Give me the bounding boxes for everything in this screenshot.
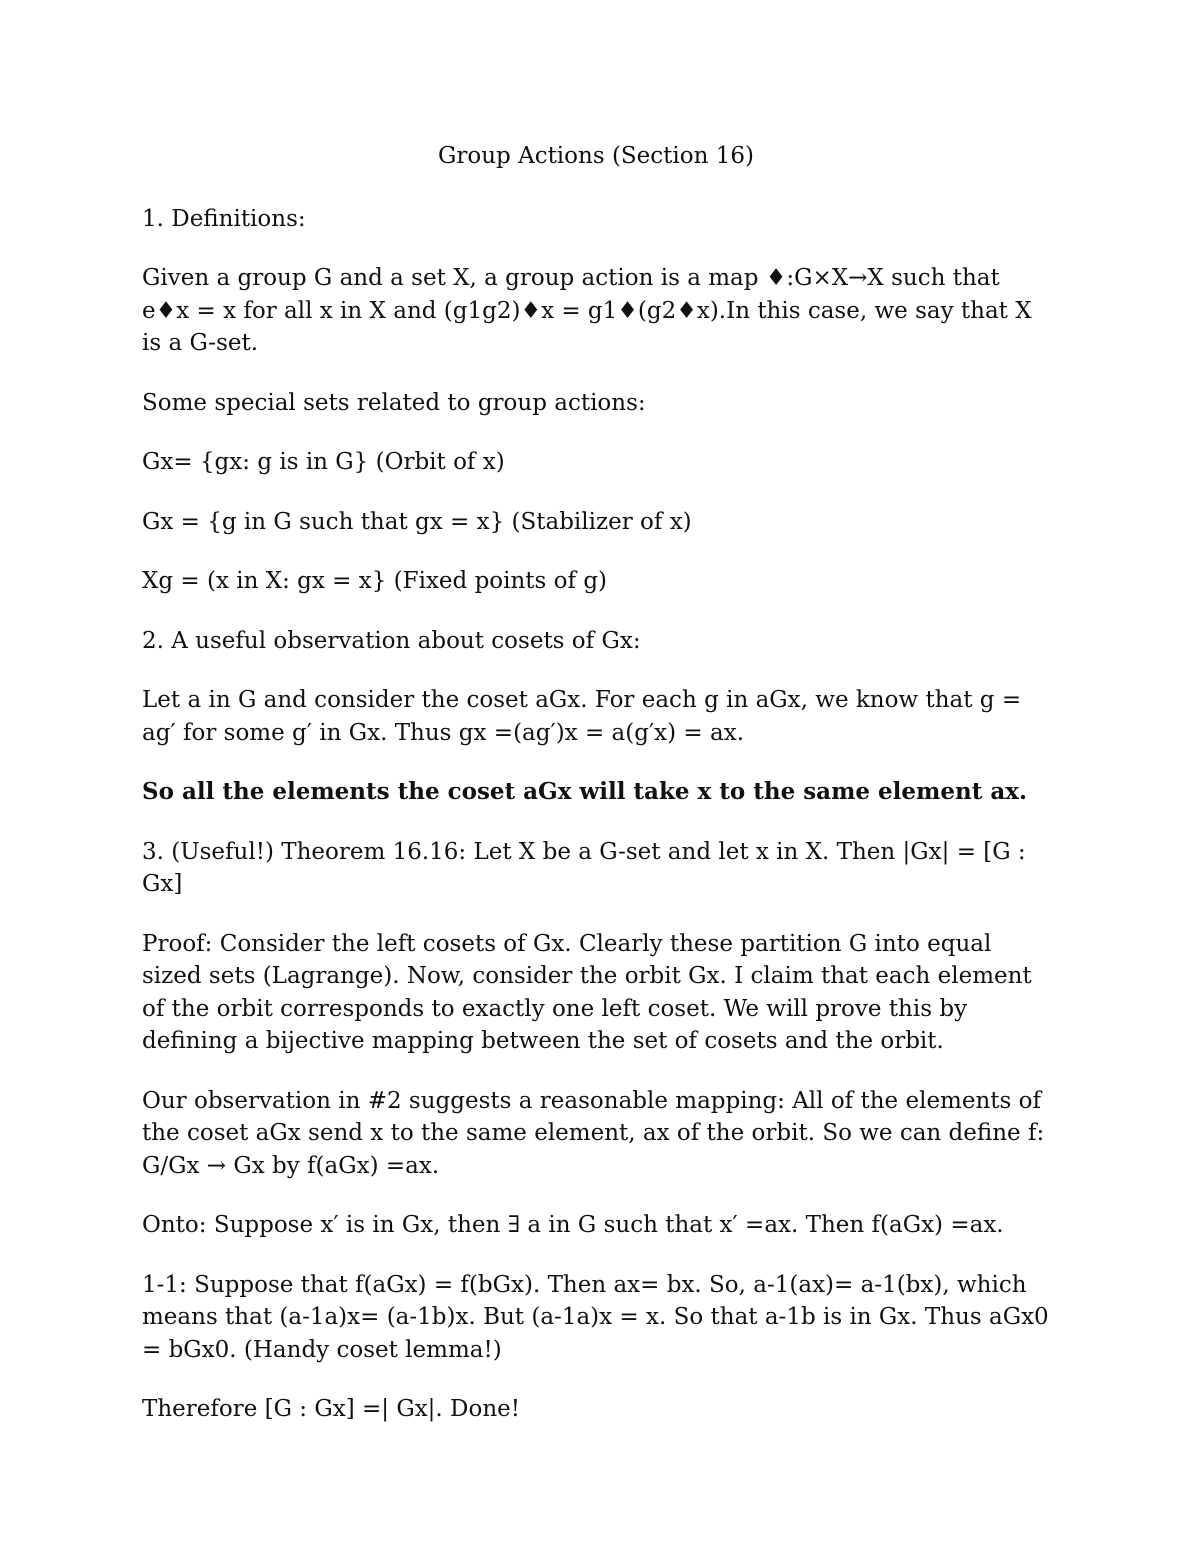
- stabilizer-definition: Gx = {g in G such that gx = x} (Stabilizer of x): [142, 508, 692, 535]
- theorem-statement: 3. (Useful!) Theorem 16.16: Let X be a G-set and let x in X. Then |Gx| = [G : Gx]: [142, 838, 1026, 897]
- special-sets-intro: Some special sets related to group actions:: [142, 389, 646, 416]
- observation-paragraph: Let a in G and consider the coset aGx. For each g in aGx, we know that g = ag′ for some g′ in Gx. Thus gx =(ag′)x = a(g′x) = ax.: [142, 687, 1022, 746]
- proof-mapping: Our observation in #2 suggests a reasonable mapping: All of the elements of the coset aGx send x to the same element, ax of the orbit. So we can define f: G/Gx → Gx by f(aGx) =ax.: [142, 1087, 1045, 1179]
- proof-intro: Proof: Consider the left cosets of Gx. Clearly these partition G into equal sized sets (Lagrange). Now, consider the orbit Gx. I claim that each element of the orbit corresponds to exactly one left coset. We will prove this by defining a bijective mapping between the set of cosets and the orbit.: [142, 930, 1032, 1054]
- fixed-points-definition: Xg = (x in X: gx = x} (Fixed points of g): [142, 568, 608, 594]
- proof-onto: Onto: Suppose x′ is in Gx, then ∃ a in G such that x′ =ax. Then f(aGx) =ax.: [142, 1212, 1004, 1238]
- proof-one-to-one: 1-1: Suppose that f(aGx) = f(bGx). Then ax= bx. So, a-1(ax)= a-1(bx), which means that (a-1a)x= (a-1b)x. But (a-1a)x = x. So that a-1b is in Gx. Thus aGx0 = bGx0. (Handy coset lemma!): [142, 1271, 1049, 1363]
- orbit-definition: Gx= {gx: g is in G} (Orbit of x): [142, 449, 505, 475]
- page-title: Group Actions (Section 16): [438, 143, 754, 169]
- proof-conclusion: Therefore [G : Gx] =| Gx|. Done!: [142, 1396, 520, 1422]
- definition-paragraph: Given a group G and a set X, a group action is a map ♦:G×X→X such that e♦x = x for all x in X and (g1g2)♦x = g1♦(g2♦x).In this case, we say that X is a G-set.: [142, 265, 1032, 356]
- observation-bold-statement: So all the elements the coset aGx will take x to the same element ax.: [142, 778, 1027, 805]
- definitions-heading: 1. Definitions:: [142, 205, 306, 232]
- observation-heading: 2. A useful observation about cosets of Gx:: [142, 627, 641, 654]
